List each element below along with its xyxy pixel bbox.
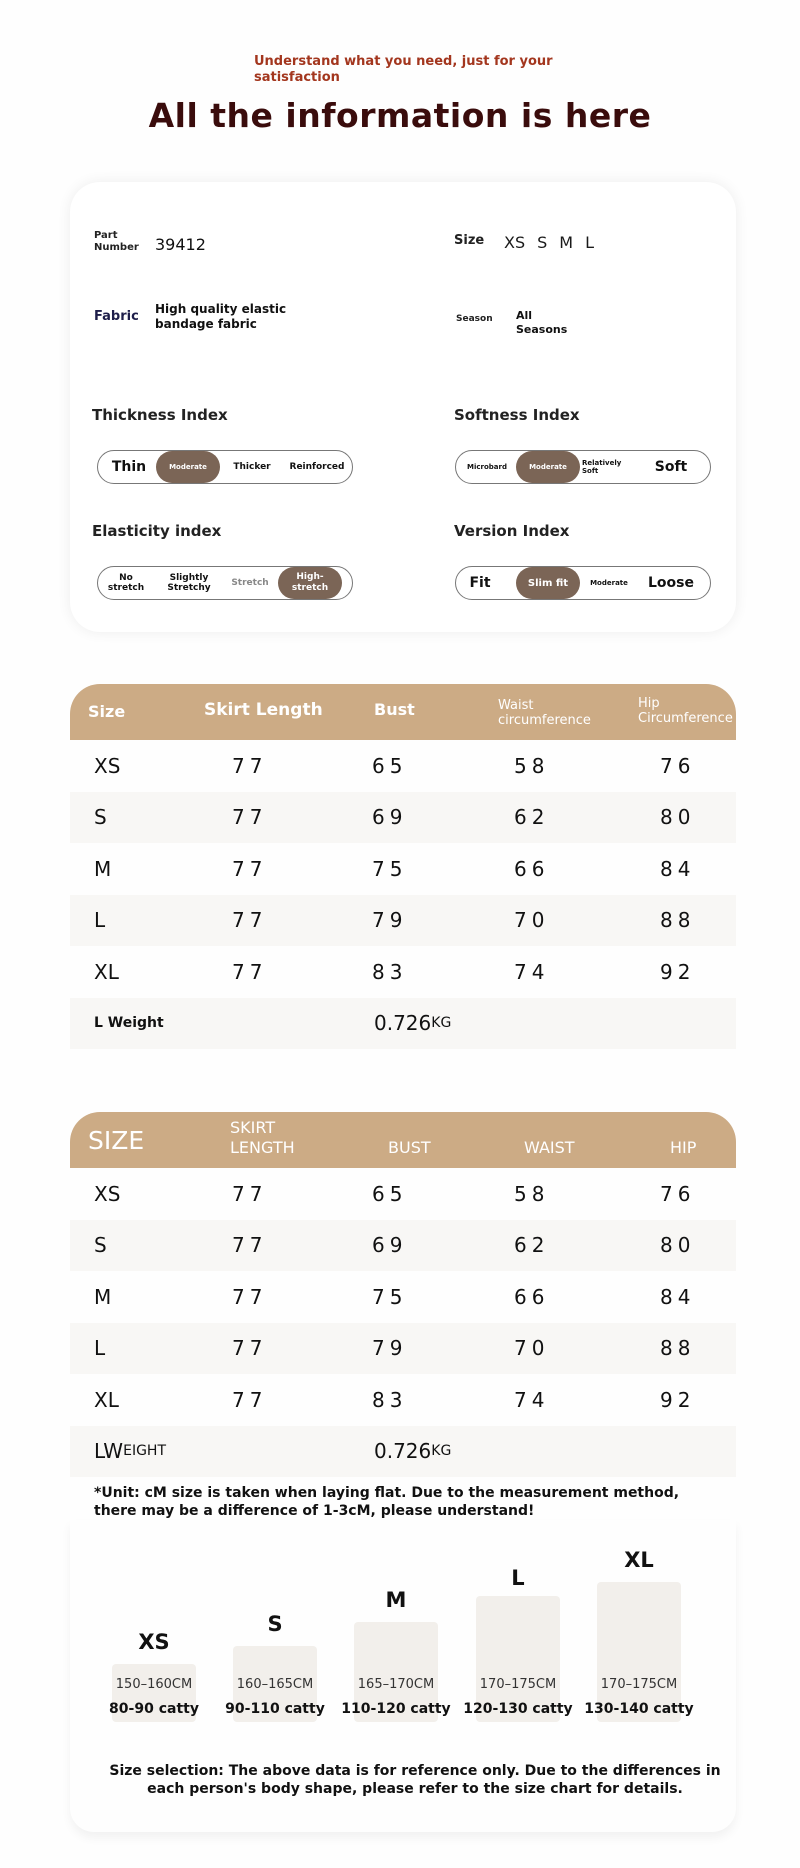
weight-label: L Weight — [94, 1015, 164, 1032]
measurement-cell: 65 — [372, 1181, 408, 1206]
header-size: Size — [88, 702, 126, 721]
measurement-cell: 77 — [232, 805, 268, 830]
size-table-2-body — [70, 1168, 736, 1426]
softness-option-soft[interactable]: Soft — [654, 458, 688, 475]
size-label: Size — [454, 233, 485, 248]
weight-row-2 — [70, 1426, 736, 1478]
table-row — [70, 946, 736, 998]
measurement-cell: 62 — [514, 805, 550, 830]
reco-size-letter: XL — [624, 1548, 654, 1572]
size-cell: XL — [94, 959, 119, 984]
measurement-cell: 84 — [660, 856, 696, 881]
header2-hip: HIP — [670, 1138, 697, 1157]
reco-size-letter: M — [385, 1588, 407, 1612]
softness-option-relatively-soft[interactable]: Relatively Soft — [582, 459, 622, 475]
weight-number-2: 0.726 — [374, 1439, 432, 1464]
size-option-l: L — [585, 233, 595, 252]
measurement-cell: 77 — [232, 1387, 268, 1412]
size-cell: S — [94, 805, 107, 830]
measurement-cell: 88 — [660, 1336, 696, 1361]
version-option-moderate[interactable]: Moderate — [590, 578, 628, 587]
header-skirt-length: Skirt Length — [204, 700, 323, 720]
reco-size-letter: XS — [138, 1630, 170, 1654]
measurement-cell: 70 — [514, 908, 550, 933]
measurement-cell: 65 — [372, 753, 408, 778]
reco-size-letter: L — [511, 1566, 525, 1590]
reco-height-range: 165–170CM — [357, 1677, 435, 1692]
version-option-loose[interactable]: Loose — [648, 574, 694, 591]
measurement-cell: 74 — [514, 1387, 550, 1412]
season-value: All Seasons — [516, 309, 568, 336]
size-option-s: S — [537, 233, 548, 252]
header-waist: Waist circumference — [498, 698, 591, 728]
measurement-cell: 79 — [372, 1336, 408, 1361]
size-options — [504, 233, 594, 252]
header2-size: SIZE — [88, 1126, 145, 1155]
elasticity-option-no-stretch[interactable]: No stretch — [107, 573, 145, 593]
measurement-cell: 83 — [372, 1387, 408, 1412]
size-selection-note: Size selection: The above data is for reference only. Due to the differences in each person's body shape, please refer to the size chart for details. — [109, 1763, 721, 1797]
weight-row — [70, 998, 736, 1050]
size-cell: L — [94, 1336, 106, 1361]
weight-value-2 — [374, 1426, 451, 1478]
measurement-cell: 75 — [372, 1284, 408, 1309]
table-row — [70, 895, 736, 947]
reco-height-range: 150–160CM — [115, 1677, 193, 1692]
header-hip: Hip Circumference — [638, 696, 733, 726]
fabric-value: High quality elastic bandage fabric — [155, 302, 287, 331]
elasticity-option-slightly-stretchy[interactable]: Slightly Stretchy — [167, 573, 211, 593]
table-row — [70, 843, 736, 895]
size-cell: M — [94, 1284, 112, 1309]
weight-unit: KG — [431, 1015, 452, 1032]
size-cell: M — [94, 856, 112, 881]
measurement-cell: 69 — [372, 805, 408, 830]
softness-scale — [455, 450, 711, 484]
measurement-cell: 79 — [372, 908, 408, 933]
measurement-cell: 80 — [660, 805, 696, 830]
measurement-cell: 66 — [514, 1284, 550, 1309]
measurement-cell: 66 — [514, 856, 550, 881]
measurement-cell: 62 — [514, 1233, 550, 1258]
softness-option-microbard[interactable]: Microbard — [467, 462, 507, 471]
product-info-card — [70, 182, 736, 632]
table-row — [70, 1323, 736, 1375]
weight-label-2-rest: EIGHT — [123, 1443, 166, 1460]
measurement-cell: 77 — [232, 1284, 268, 1309]
size-cell: L — [94, 908, 106, 933]
measurement-cell: 69 — [372, 1233, 408, 1258]
softness-index-title: Softness Index — [454, 406, 580, 424]
table-row — [70, 1168, 736, 1220]
size-table-1-header — [70, 684, 736, 740]
thickness-option-thin[interactable]: Thin — [111, 458, 147, 475]
measurement-note: *Unit: cM size is taken when laying flat. Due to the measurement method, there may be a difference of 1-3cM, please understand! — [94, 1485, 680, 1519]
measurement-cell: 92 — [660, 959, 696, 984]
version-option-slim-fit[interactable]: Slim fit — [516, 567, 580, 599]
measurement-cell: 92 — [660, 1387, 696, 1412]
measurement-cell: 77 — [232, 856, 268, 881]
page-title: All the information is here — [148, 96, 652, 135]
reco-weight-range: 110-120 catty — [341, 1701, 451, 1717]
fabric-label: Fabric — [94, 309, 139, 324]
thickness-option-moderate[interactable]: Moderate — [156, 451, 220, 483]
weight-label-2-main: LW — [94, 1439, 124, 1464]
thickness-option-thicker[interactable]: Thicker — [233, 461, 271, 472]
measurement-cell: 76 — [660, 1181, 696, 1206]
measurement-cell: 76 — [660, 753, 696, 778]
table-row — [70, 1374, 736, 1426]
header2-waist: WAIST — [524, 1138, 575, 1157]
version-scale — [455, 566, 711, 600]
size-table-1 — [70, 684, 736, 1049]
reco-weight-range: 130-140 catty — [584, 1701, 694, 1717]
weight-value — [374, 998, 451, 1050]
page-subtitle: Understand what you need, just for your satisfaction — [254, 54, 553, 85]
measurement-cell: 88 — [660, 908, 696, 933]
header2-bust: BUST — [388, 1138, 431, 1157]
elasticity-index-title: Elasticity index — [92, 522, 222, 540]
part-number-label: Part Number — [94, 230, 139, 253]
reco-height-range: 160–165CM — [236, 1677, 314, 1692]
elasticity-scale — [97, 566, 353, 600]
size-option-m: M — [559, 233, 574, 252]
table-row — [70, 1271, 736, 1323]
measurement-cell: 84 — [660, 1284, 696, 1309]
size-cell: S — [94, 1233, 107, 1258]
size-option-xs: XS — [504, 233, 526, 252]
measurement-cell: 74 — [514, 959, 550, 984]
size-table-2 — [70, 1112, 736, 1477]
thickness-scale — [97, 450, 353, 484]
measurement-cell: 77 — [232, 1336, 268, 1361]
table-row — [70, 740, 736, 792]
season-label: Season — [456, 314, 493, 324]
thickness-index-title: Thickness Index — [92, 406, 228, 424]
thickness-option-reinforced[interactable]: Reinforced — [289, 461, 345, 472]
measurement-cell: 77 — [232, 753, 268, 778]
measurement-cell: 77 — [232, 1233, 268, 1258]
measurement-cell: 77 — [232, 1181, 268, 1206]
measurement-cell: 83 — [372, 959, 408, 984]
reco-weight-range: 90-110 catty — [225, 1701, 325, 1717]
version-option-fit[interactable]: Fit — [469, 574, 491, 591]
header2-skirt-length: SKIRT LENGTH — [230, 1118, 295, 1157]
reco-weight-range: 80-90 catty — [109, 1701, 199, 1717]
table-row — [70, 1220, 736, 1272]
version-index-title: Version Index — [454, 522, 570, 540]
size-table-2-header — [70, 1112, 736, 1168]
size-cell: XS — [94, 1181, 121, 1206]
size-cell: XL — [94, 1387, 119, 1412]
part-number-value: 39412 — [155, 235, 206, 254]
weight-number: 0.726 — [374, 1011, 432, 1036]
reco-weight-range: 120-130 catty — [463, 1701, 573, 1717]
header-bust: Bust — [374, 700, 415, 719]
measurement-cell: 77 — [232, 908, 268, 933]
reco-height-range: 170–175CM — [600, 1677, 678, 1692]
reco-size-letter: S — [267, 1612, 283, 1636]
measurement-cell: 58 — [514, 753, 550, 778]
measurement-cell: 70 — [514, 1336, 550, 1361]
table-row — [70, 792, 736, 844]
softness-option-moderate[interactable]: Moderate — [516, 451, 580, 483]
size-cell: XS — [94, 753, 121, 778]
measurement-cell: 77 — [232, 959, 268, 984]
weight-unit-2: KG — [431, 1443, 452, 1460]
size-table-1-body — [70, 740, 736, 998]
measurement-cell: 58 — [514, 1181, 550, 1206]
measurement-cell: 80 — [660, 1233, 696, 1258]
reco-height-range: 170–175CM — [479, 1677, 557, 1692]
elasticity-option-high-stretch[interactable]: High-stretch — [278, 567, 342, 599]
weight-label-2 — [94, 1426, 166, 1478]
measurement-cell: 75 — [372, 856, 408, 881]
elasticity-option-stretch[interactable]: Stretch — [231, 577, 269, 588]
